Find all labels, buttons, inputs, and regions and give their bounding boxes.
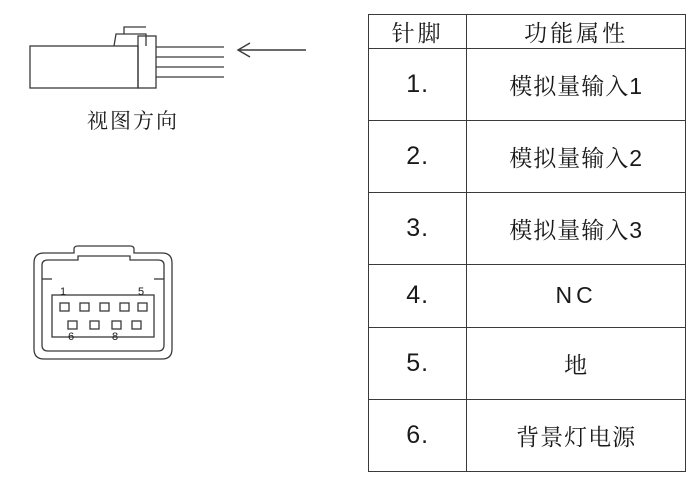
pin-value: 3. — [369, 192, 467, 264]
function-value: 模拟量输入3 — [467, 192, 686, 264]
pin-number-8: 8 — [112, 331, 119, 343]
table-row — [369, 328, 686, 400]
function-value: 背景灯电源 — [467, 400, 686, 472]
pin-function-table — [368, 14, 686, 472]
function-value: 模拟量输入2 — [467, 120, 686, 192]
connector-face-view-drawing — [18, 245, 188, 380]
function-value: NC — [467, 264, 686, 327]
table-header-row — [369, 15, 686, 49]
pin-number-6: 6 — [68, 331, 75, 343]
pin-function-table-container — [368, 14, 686, 472]
table-row — [369, 192, 686, 264]
table-row — [369, 264, 686, 327]
connector-side-view-svg — [28, 22, 228, 92]
view-direction-label: 视图方向 — [87, 110, 179, 133]
table-row — [369, 120, 686, 192]
connector-face-view-svg — [18, 245, 188, 380]
pin-value: 1. — [369, 49, 467, 121]
left-arrow-icon — [236, 40, 308, 60]
connector-side-view-drawing — [28, 22, 228, 92]
table-row — [369, 400, 686, 472]
pin-value: 4. — [369, 264, 467, 327]
pin-value: 5. — [369, 328, 467, 400]
table-row — [369, 49, 686, 121]
function-value: 模拟量输入1 — [467, 49, 686, 121]
pin-value: 6. — [369, 400, 467, 472]
function-value: 地 — [467, 328, 686, 400]
pin-value: 2. — [369, 120, 467, 192]
header-function: 功能属性 — [467, 15, 686, 49]
left-arrow-svg — [236, 40, 308, 60]
header-pin: 针脚 — [369, 15, 467, 49]
pin-number-5: 5 — [138, 286, 145, 298]
pin-number-1: 1 — [60, 286, 67, 298]
